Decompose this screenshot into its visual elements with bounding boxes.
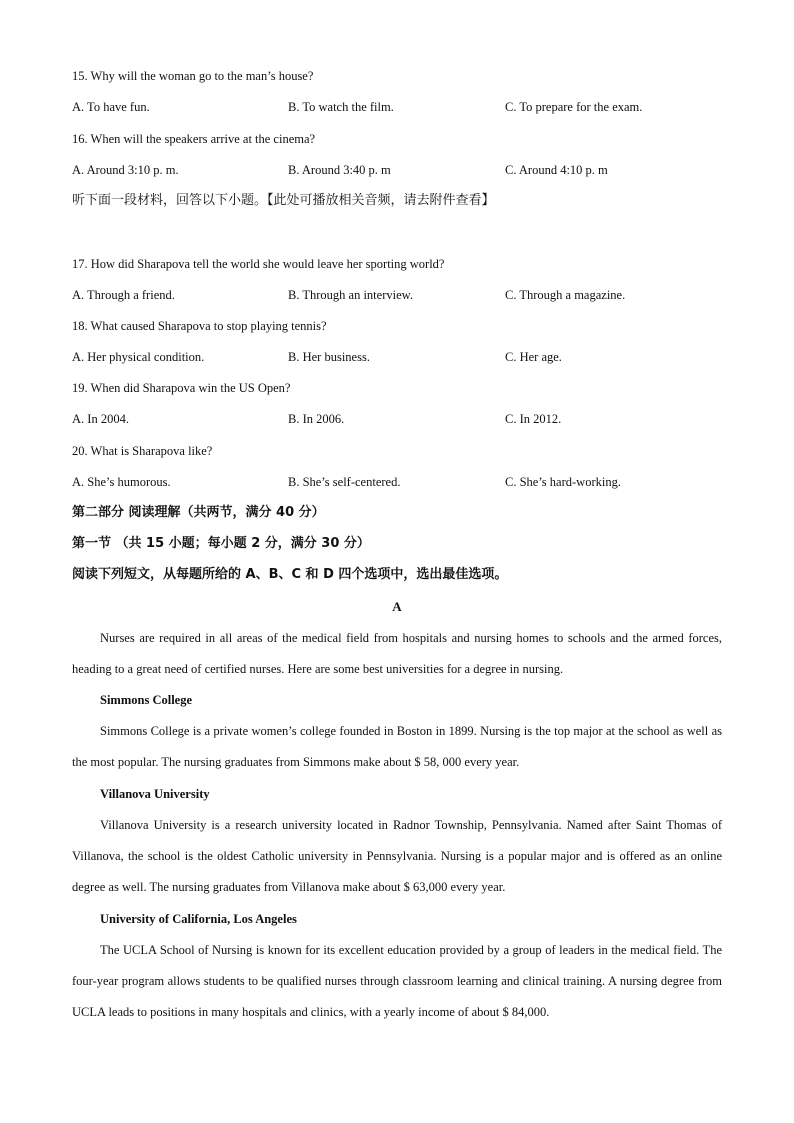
school-text-villanova: Villanova University is a research university located in Radnor Township, Pennsylvania. Named after Saint Thomas of Villanova, the school is the oldest Catholic university in Pennsylvania. Nursing is a popular major and is offered as an online degree as well. The nursing graduates from Villanova make about $ 63,000 every year. (72, 818, 722, 894)
question-15: 15. Why will the woman go to the man’s house? (72, 69, 314, 83)
question-16-option-b: B. Around 3:40 p. m (288, 163, 391, 177)
passage-label: A (392, 599, 402, 614)
question-17-option-b: B. Through an interview. (288, 288, 413, 302)
school-heading-villanova: Villanova University (100, 787, 210, 801)
question-17-option-c: C. Through a magazine. (505, 288, 626, 302)
question-18-option-a: A. Her physical condition. (72, 350, 205, 364)
question-16-option-c: C. Around 4:10 p. m (505, 163, 608, 177)
question-20: 20. What is Sharapova like? (72, 444, 213, 458)
question-18: 18. What caused Sharapova to stop playing tennis? (72, 319, 327, 333)
section-title: 第一节 （共 15 小题；每小题 2 分，满分 30 分） (72, 536, 370, 551)
school-heading-simmons: Simmons College (100, 693, 193, 707)
question-16: 16. When will the speakers arrive at the cinema? (72, 132, 316, 146)
question-20-option-b: B. She’s self-centered. (288, 475, 401, 489)
listening-instruction: 听下面一段材料，回答以下小题。【此处可播放相关音频，请去附件查看】 (72, 193, 495, 208)
passage-intro: Nurses are required in all areas of the medical field from hospitals and nursing homes to schools and the armed forces, heading to a great need of certified nurses. Here are some best universities for a degree in nursing. (72, 631, 722, 676)
part-title: 第二部分 阅读理解（共两节，满分 40 分） (72, 505, 325, 520)
question-16-option-a: A. Around 3:10 p. m. (72, 163, 179, 177)
reading-directions: 阅读下列短文，从每题所给的 A、B、C 和 D 四个选项中，选出最佳选项。 (72, 567, 508, 582)
question-15-option-b: B. To watch the film. (288, 100, 394, 114)
question-19-option-a: A. In 2004. (72, 412, 129, 426)
question-18-option-b: B. Her business. (288, 350, 370, 364)
school-text-ucla: The UCLA School of Nursing is known for its excellent education provided by a group of leaders in the medical field. The four-year program allows students to be qualified nurses through classroom learning and clinical training. A nursing degree from UCLA leads to positions in many hospitals and clinics, with a yearly income of about $ 84,000. (72, 943, 722, 1019)
question-20-option-a: A. She’s humorous. (72, 475, 171, 489)
question-18-option-c: C. Her age. (505, 350, 562, 364)
question-20-option-c: C. She’s hard-working. (505, 475, 621, 489)
question-19: 19. When did Sharapova win the US Open? (72, 381, 291, 395)
question-19-option-c: C. In 2012. (505, 412, 562, 426)
question-15-option-c: C. To prepare for the exam. (505, 100, 643, 114)
school-heading-ucla: University of California, Los Angeles (100, 912, 297, 926)
question-17: 17. How did Sharapova tell the world she would leave her sporting world? (72, 257, 445, 271)
school-text-simmons: Simmons College is a private women’s college founded in Boston in 1899. Nursing is the top major at the school as well as the most popular. The nursing graduates from Simmons make about $ 58, 000 every year. (72, 724, 722, 769)
question-17-option-a: A. Through a friend. (72, 288, 175, 302)
question-15-option-a: A. To have fun. (72, 100, 150, 114)
question-19-option-b: B. In 2006. (288, 412, 345, 426)
